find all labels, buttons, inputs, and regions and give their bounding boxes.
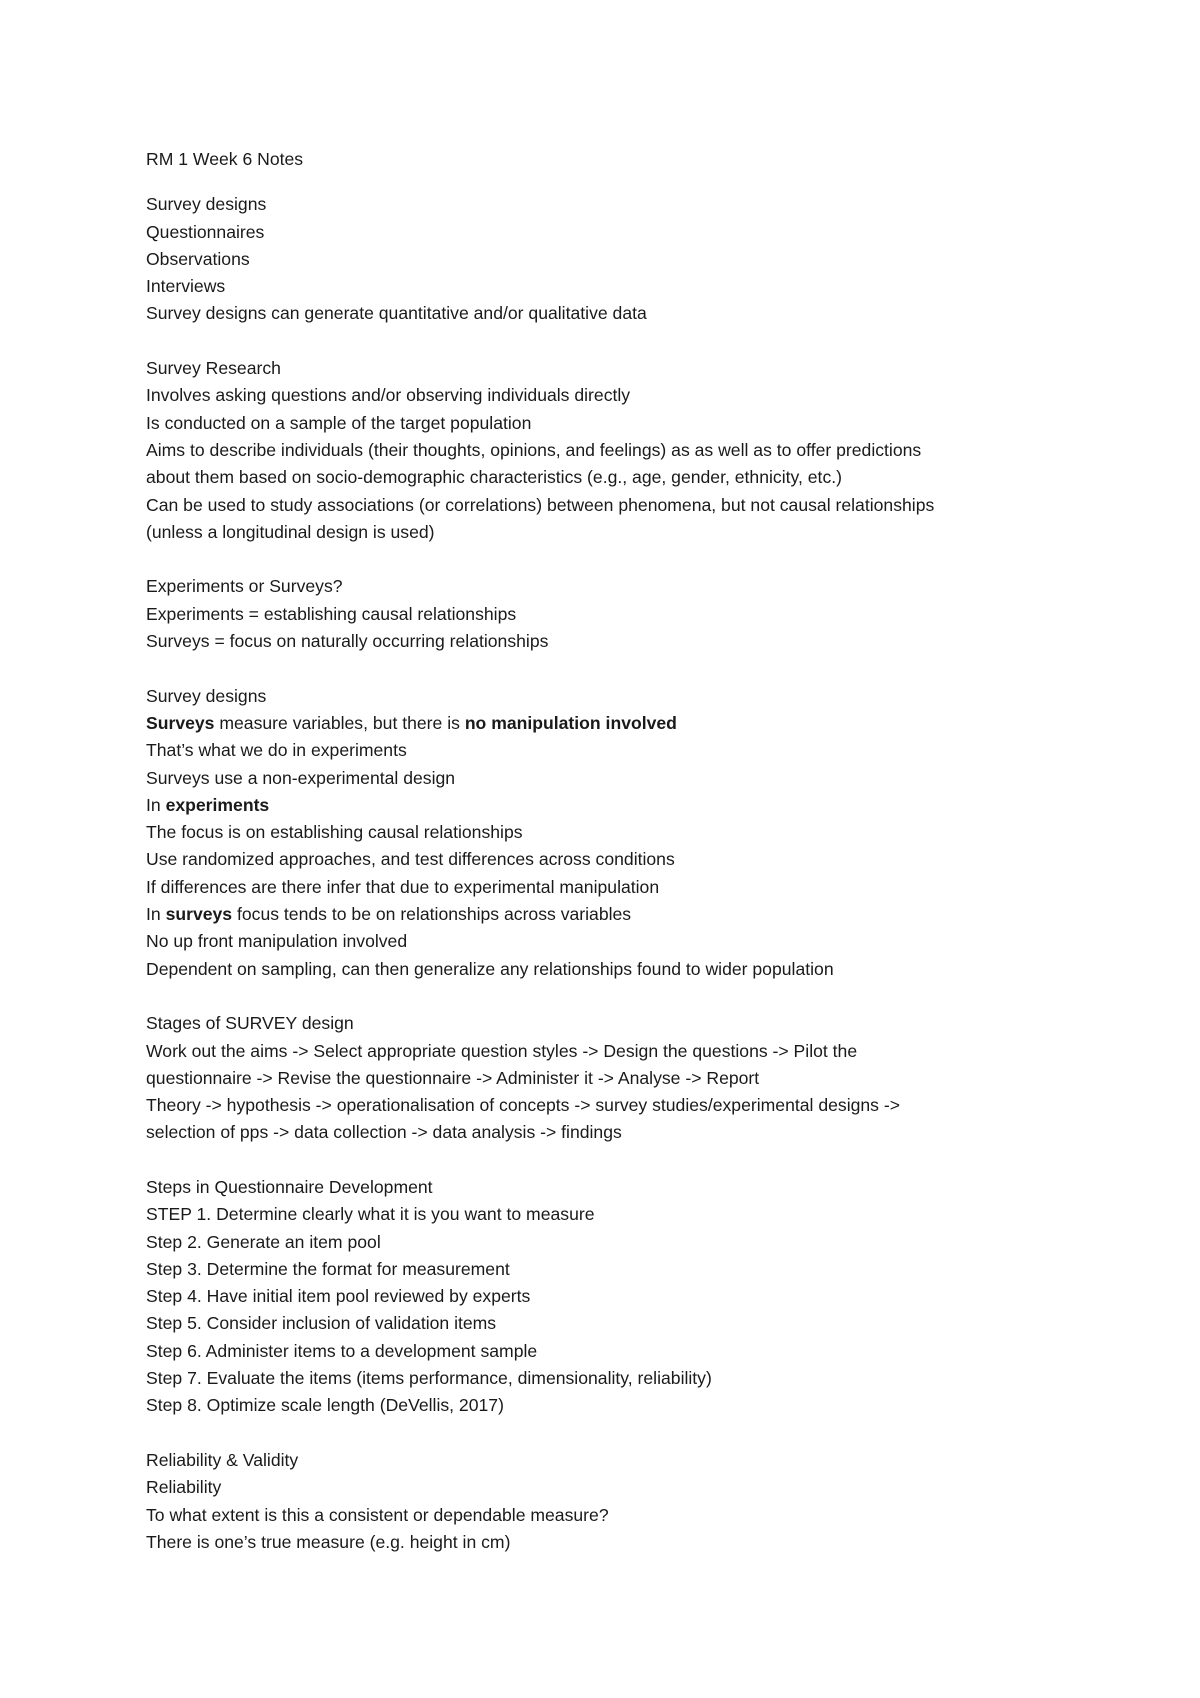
text-line: (unless a longitudinal design is used) — [146, 521, 435, 542]
text-line: Observations — [146, 248, 250, 269]
section-questionnaire-development — [146, 1174, 1106, 1420]
text-line: Use randomized approaches, and test differences across conditions — [146, 849, 675, 870]
section-stages-of-survey-design — [146, 1010, 1106, 1146]
text-line: There is one’s true measure (e.g. height in cm) — [146, 1531, 511, 1552]
text-line: Surveys use a non-experimental design — [146, 767, 456, 788]
text-line: Experiments = establishing causal relationships — [146, 603, 517, 624]
text-line — [146, 792, 1106, 819]
spacer — [146, 1147, 1106, 1174]
text-line: Step 8. Optimize scale length (DeVellis, 2017) — [146, 1395, 504, 1416]
text-line: To what extent is this a consistent or dependable measure? — [146, 1504, 609, 1525]
bold-term: surveys — [165, 904, 233, 925]
text-line: Aims to describe individuals (their thoughts, opinions, and feelings) as as well as to offer predictions — [146, 439, 922, 460]
text-line: No up front manipulation involved — [146, 931, 408, 952]
text-line: Reliability & Validity — [146, 1449, 299, 1470]
text-line: Reliability — [146, 1477, 222, 1498]
section-reliability-validity — [146, 1447, 1106, 1556]
bold-term: no manipulation involved — [464, 712, 677, 733]
text-run: In — [146, 904, 166, 925]
text-line: If differences are there infer that due to experimental manipulation — [146, 876, 660, 897]
spacer — [146, 546, 1106, 573]
text-line: Work out the aims -> Select appropriate question styles -> Design the questions -> Pilot the — [146, 1040, 858, 1061]
text-run: focus tends to be on relationships across variables — [232, 904, 632, 925]
section-survey-research — [146, 355, 1106, 546]
section-experiments-or-surveys — [146, 573, 1106, 655]
text-line: Step 4. Have initial item pool reviewed by experts — [146, 1286, 531, 1307]
text-line: selection of pps -> data collection -> data analysis -> findings — [146, 1122, 622, 1143]
text-line: Survey designs — [146, 194, 267, 215]
bold-term: experiments — [165, 794, 270, 815]
text-line — [146, 710, 1106, 737]
text-line: Stages of SURVEY design — [146, 1013, 354, 1034]
text-line: questionnaire -> Revise the questionnaire -> Administer it -> Analyse -> Report — [146, 1067, 760, 1088]
text-line: Step 6. Administer items to a development sample — [146, 1340, 538, 1361]
text-line: Interviews — [146, 276, 226, 297]
text-run: measure variables, but there is — [214, 712, 465, 733]
text-line: Survey Research — [146, 358, 281, 379]
text-line: Step 5. Consider inclusion of validation items — [146, 1313, 497, 1334]
spacer — [146, 983, 1106, 1010]
text-line: Surveys = focus on naturally occurring relationships — [146, 631, 549, 652]
text-line: Survey designs can generate quantitative and/or qualitative data — [146, 303, 647, 324]
text-line: Is conducted on a sample of the target population — [146, 412, 532, 433]
text-line: Experiments or Surveys? — [146, 576, 343, 597]
text-line — [146, 901, 1106, 928]
text-line: Step 7. Evaluate the items (items performance, dimensionality, reliability) — [146, 1368, 712, 1389]
text-line: That’s what we do in experiments — [146, 740, 407, 761]
text-line: STEP 1. Determine clearly what it is you want to measure — [146, 1204, 595, 1225]
text-line: The focus is on establishing causal relationships — [146, 822, 523, 843]
document-page — [146, 146, 1106, 1556]
text-line: Steps in Questionnaire Development — [146, 1176, 433, 1197]
section-survey-designs-detail — [146, 683, 1106, 983]
text-line: Questionnaires — [146, 221, 265, 242]
text-line: Theory -> hypothesis -> operationalisation of concepts -> survey studies/experimental designs -> — [146, 1095, 900, 1116]
bold-term: Surveys — [146, 712, 215, 733]
section-heading: Survey designs — [146, 685, 267, 706]
text-line: about them based on socio-demographic characteristics (e.g., age, gender, ethnicity, etc.) — [146, 467, 842, 488]
text-run: In — [146, 794, 166, 815]
document-title: RM 1 Week 6 Notes — [146, 149, 304, 169]
text-line: Step 2. Generate an item pool — [146, 1231, 381, 1252]
spacer — [146, 655, 1106, 682]
spacer — [146, 1420, 1106, 1447]
text-line: Involves asking questions and/or observing individuals directly — [146, 385, 631, 406]
text-line: Dependent on sampling, can then generalize any relationships found to wider population — [146, 958, 834, 979]
text-line: Can be used to study associations (or correlations) between phenomena, but not causal relationships — [146, 494, 935, 515]
spacer — [146, 173, 1106, 191]
section-survey-designs-intro — [146, 191, 1106, 327]
spacer — [146, 328, 1106, 355]
text-line: Step 3. Determine the format for measurement — [146, 1258, 510, 1279]
